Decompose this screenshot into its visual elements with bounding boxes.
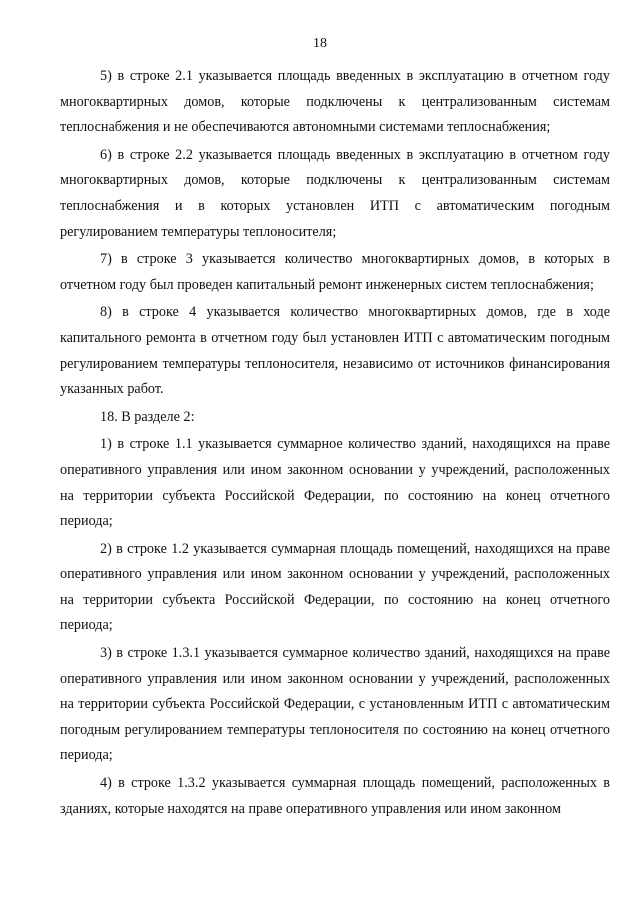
paragraph-item-8: 8) в строке 4 указывается количество многоквартирных домов, где в ходе капитального ремонта в отчетном году был установлен ИТП с автоматическим погодным регулированием температуры теплоносителя, независимо от источников финансирования указанных работ. — [60, 304, 610, 398]
section-heading: 18. В разделе 2: — [100, 408, 195, 425]
page-number: 18 — [313, 36, 327, 51]
document-body — [60, 64, 610, 824]
paragraph-item-6: 6) в строке 2.2 указывается площадь введенных в эксплуатацию в отчетном году многоквартирных домов, которые подключены к централизованным системам теплоснабжения и в которых установлен ИТП с автоматическим погодным регулированием температуры теплоносителя; — [60, 146, 610, 240]
paragraph-item-1: 1) в строке 1.1 указывается суммарное количество зданий, находящихся на праве оперативного управления или ином законном основании у учреждений, расположенных на территории субъекта Российской Федерации, по состоянию на конец отчетного периода; — [60, 436, 610, 530]
paragraph-item-7: 7) в строке 3 указывается количество многоквартирных домов, в которых в отчетном году был проведен капитальный ремонт инженерных систем теплоснабжения; — [60, 251, 610, 293]
paragraph-item-3: 3) в строке 1.3.1 указывается суммарное количество зданий, находящихся на праве оперативного управления или ином законном основании у учреждений, расположенных на территории субъекта Российской Федерации, с установленным ИТП с автоматическим погодным регулированием температуры теплоносителя по состоянию на конец отчетного периода; — [60, 645, 610, 764]
paragraph-item-2: 2) в строке 1.2 указывается суммарная площадь помещений, находящихся на праве оперативного управления или ином законном основании у учреждений, расположенных на территории субъекта Российской Федерации, по состоянию на конец отчетного периода; — [60, 540, 610, 634]
paragraph-item-5: 5) в строке 2.1 указывается площадь введенных в эксплуатацию в отчетном году многоквартирных домов, которые подключены к централизованным системам теплоснабжения и не обеспечиваются автономными системами теплоснабжения; — [60, 68, 610, 136]
paragraph-item-4: 4) в строке 1.3.2 указывается суммарная площадь помещений, расположенных в зданиях, которые находятся на праве оперативного управления или ином законном — [60, 775, 610, 817]
